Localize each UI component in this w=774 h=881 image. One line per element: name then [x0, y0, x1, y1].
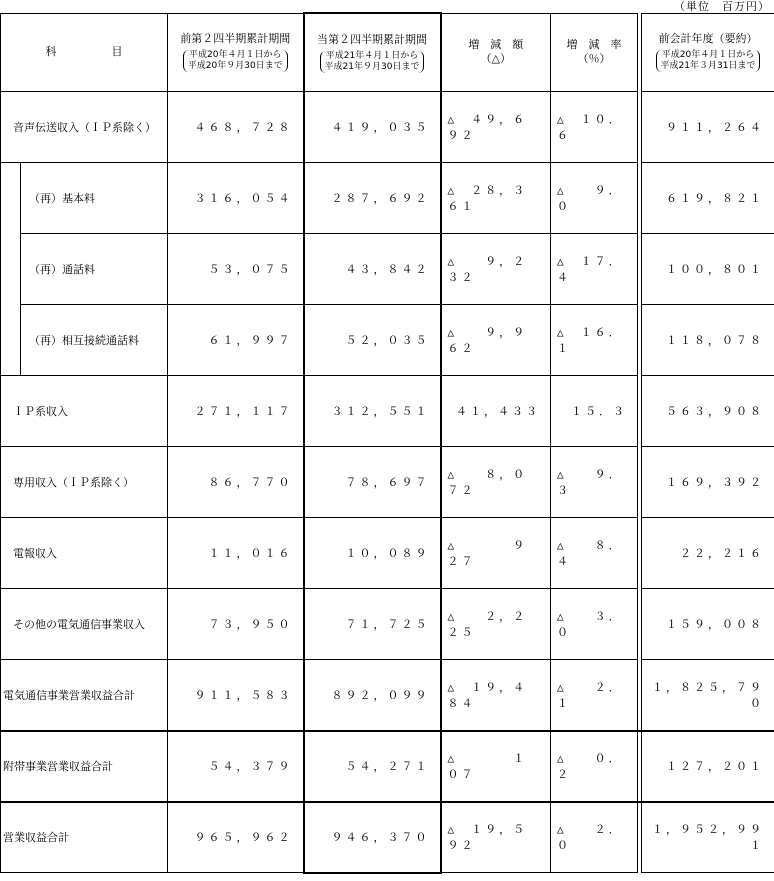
subject-header: 科 目 — [1, 13, 168, 92]
table-row: 専用収入（ＩＰ系除く） ８６，７７０ ７８，６９７ △ ８，０７２ △ ９．３ １６９，３９２ — [1, 447, 774, 518]
curr-period-range: 平成21年４月１日から 平成21年９月30日まで — [320, 51, 425, 73]
table-row: ＩＰ系収入 ２７１，１１７ ３１２，５５１ ４１，４３３ １５．３ ５６３，９０８ — [1, 376, 774, 447]
header-row — [1, 13, 774, 92]
prev-period-range: 平成20年４月１日から 平成20年９月30日まで — [183, 50, 288, 72]
table-row: 附帯事業営業収益合計 ５４，３７９ ５４，２７１ △ １０７ △ ０．２ １２７，２０１ — [1, 731, 774, 802]
table-row: （再）相互接続通話料 ６１，９９７ ５２，０３５ △ ９，９６２ △ １６．１ １１８，０７８ — [1, 305, 774, 376]
table-row: その他の電気通信事業収入 ７３，９５０ ７１，７２５ △ ２，２２５ △ ３．０ １５９，００８ — [1, 589, 774, 660]
prev-fy-header: 前会計年度（要約） 平成20年４月１日から 平成21年３月31日まで — [642, 13, 774, 92]
prev-fy-range: 平成20年４月１日から 平成21年３月31日まで — [656, 50, 761, 72]
change-amount-header: 増 減 額 （△） — [441, 13, 551, 92]
revenue-table — [0, 12, 774, 874]
unit-label: （単位 百万円） — [674, 0, 770, 13]
prev-period-header: 前第２四半期累計期間 平成20年４月１日から 平成20年９月30日まで — [168, 13, 304, 92]
curr-period-header: 当第２四半期累計期間 平成21年４月１日から 平成21年９月30日まで — [304, 13, 441, 92]
table-row: （再）基本料 ３１６，０５４ ２８７，６９２ △ ２８，３６１ △ ９．０ ６１９，８２１ — [1, 163, 774, 234]
table-row: 電報収入 １１，０１６ １０，０８９ △ ９２７ △ ８．４ ２２，２１６ — [1, 518, 774, 589]
table-row: 音声伝送収入（ＩＰ系除く） ４６８，７２８ ４１９，０３５ △ ４９，６９２ △ １０．６ ９１１，２６４ — [1, 92, 774, 163]
table-row: 営業収益合計 ９６５，９６２ ９４６，３７０ △ １９，５９２ △ ２．０ １，９５２，９９１ — [1, 802, 774, 873]
table-row: （再）通話料 ５３，０７５ ４３，８４２ △ ９，２３２ △ １７．４ １００，８０１ — [1, 234, 774, 305]
change-rate-header: 増 減 率 （％） — [551, 13, 638, 92]
table-row: 電気通信事業営業収益合計 ９１１，５８３ ８９２，０９９ △ １９，４８４ △ ２．１ １，８２５，７９０ — [1, 660, 774, 731]
